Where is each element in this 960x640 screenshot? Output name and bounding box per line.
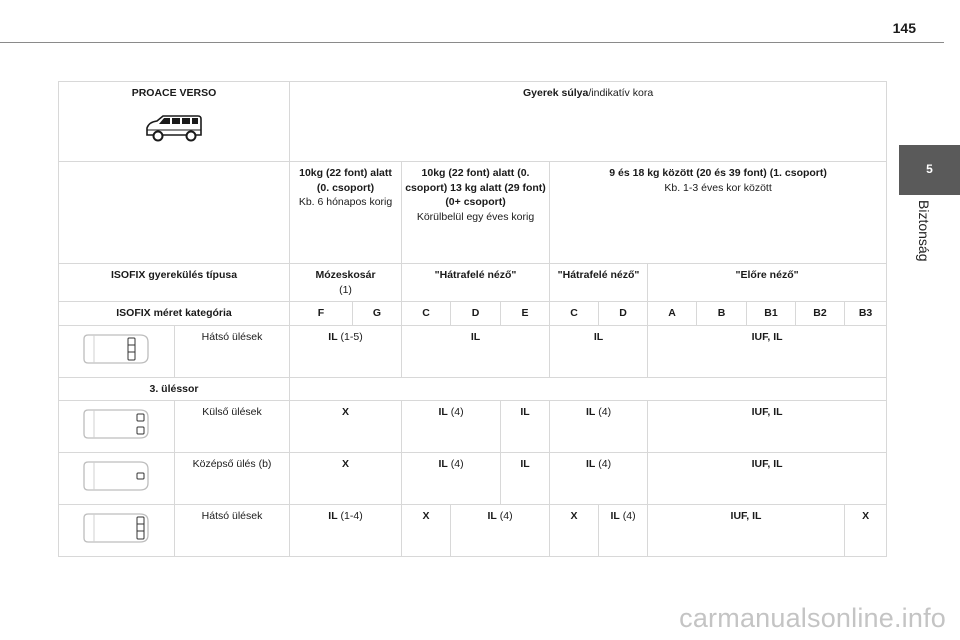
row-col4 [550,401,648,453]
value-bold: IL [585,458,596,470]
value-bold: IL [585,406,596,418]
weight-title-rest: /indikatív kora [588,87,654,99]
group-0-cell [290,162,402,264]
size-cat: E [501,302,550,326]
row-col4 [550,453,648,505]
size-cat: B2 [796,302,845,326]
size-cat: B3 [845,302,887,326]
size-cat: F [290,302,353,326]
groups-empty-cell [59,162,290,264]
table-row [59,401,887,453]
header-row [59,82,887,162]
model-cell [59,82,290,162]
last-col1 [290,505,402,557]
value-note: (4) [595,458,612,470]
group-0-title: 10kg (22 font) alatt (0. csoport) [299,167,392,194]
size-cat: B1 [747,302,796,326]
row-col2 [402,401,501,453]
group-0plus-cell [402,162,550,264]
value-bold: IL [610,510,620,522]
size-cat: A [648,302,697,326]
seat-icon-cell [59,401,175,453]
seat-icon-cell [59,505,175,557]
row-col3: IL [501,453,550,505]
group-1-title: 9 és 18 kg között (20 és 39 font) (1. csoport) [609,167,827,179]
seat-layout-icon [82,330,152,368]
seat-icon-cell [59,325,175,377]
row2-col1 [290,325,402,377]
seat-layout-icon [82,457,152,495]
van-side-icon [143,113,205,143]
value-note: (4) [595,406,612,418]
last-col2: X [402,505,451,557]
table-row [59,453,887,505]
isofix-type-label: ISOFIX gyerekülés típusa [59,264,290,302]
group-0-age: Kb. 6 hónapos korig [298,196,393,208]
section-tab-divider [899,193,960,195]
seat-label: Hátsó ülések [175,325,290,377]
table-row [59,505,887,557]
last-col4: X [550,505,599,557]
isofix-size-label: ISOFIX méret kategória [59,302,290,326]
isofix-size-row [59,302,887,326]
last-col6: IUF, IL [648,505,845,557]
size-cat: B [697,302,747,326]
size-cat: G [353,302,402,326]
groups-row [59,162,887,264]
seat-label: Külső ülések [175,401,290,453]
row-col5: IUF, IL [648,453,887,505]
row2-col4: IUF, IL [648,325,887,377]
size-cat: C [402,302,451,326]
weight-title-bold: Gyerek súlya [522,87,589,99]
value-note: (4) [447,458,464,470]
value-bold: IL [328,510,338,522]
last-col3 [451,505,550,557]
row2-col2: IL [402,325,550,377]
value-bold: IL [438,406,448,418]
value-note: (1-4) [337,510,363,522]
size-cat: D [451,302,501,326]
seat-layout-icon [82,509,152,547]
size-cat: C [550,302,599,326]
section-title: Biztonság [916,200,932,262]
row-col5: IUF, IL [648,401,887,453]
third-row-empty [290,377,887,401]
group-0plus-age: Körülbelül egy éves korig [416,210,535,223]
carrycot-cell [290,264,402,302]
page-number: 145 [892,20,916,36]
value-note: (1-5) [337,330,363,343]
seat-label: Hátsó ülések [175,505,290,557]
group-1-cell [550,162,887,264]
size-cat: D [599,302,648,326]
seat-layout-icon [82,405,152,443]
group-0plus-title: 10kg (22 font) alatt (0. csoport) 13 kg alatt (29 font) (0+ csoport) [405,167,546,208]
value-note: (4) [619,510,636,522]
row-col2 [402,453,501,505]
row-col1: X [290,401,402,453]
seat-label: Középső ülés (b) [175,453,290,505]
third-row-label: 3. üléssor [59,377,290,401]
model-name: PROACE VERSO [131,87,217,99]
group-1-age: Kb. 1-3 éves kor között [664,181,772,194]
value-bold: IL [438,458,448,470]
carrycot-label: Mózeskosár [315,269,376,281]
value-note: (4) [447,406,464,418]
header-divider [0,42,944,43]
last-col5 [599,505,648,557]
row-col1: X [290,453,402,505]
carrycot-note: (1) [339,283,352,296]
seat-icon-cell [59,453,175,505]
rear-facing-b: "Hátrafelé néző" [550,264,648,302]
weight-title-cell [290,82,887,162]
isofix-table [58,81,887,557]
value-bold: IL [487,510,497,522]
row-col3: IL [501,401,550,453]
table-row [59,325,887,377]
watermark: carmanualsonline.info [679,603,946,633]
last-col7: X [845,505,887,557]
row2-col3: IL [550,325,648,377]
isofix-type-row [59,264,887,302]
rear-facing-a: "Hátrafelé néző" [402,264,550,302]
forward-facing: "Előre néző" [648,264,887,302]
value-note: (4) [496,510,513,522]
section-tab[interactable]: 5 [899,145,960,193]
third-row-header [59,377,887,401]
value-bold: IL [328,330,338,343]
